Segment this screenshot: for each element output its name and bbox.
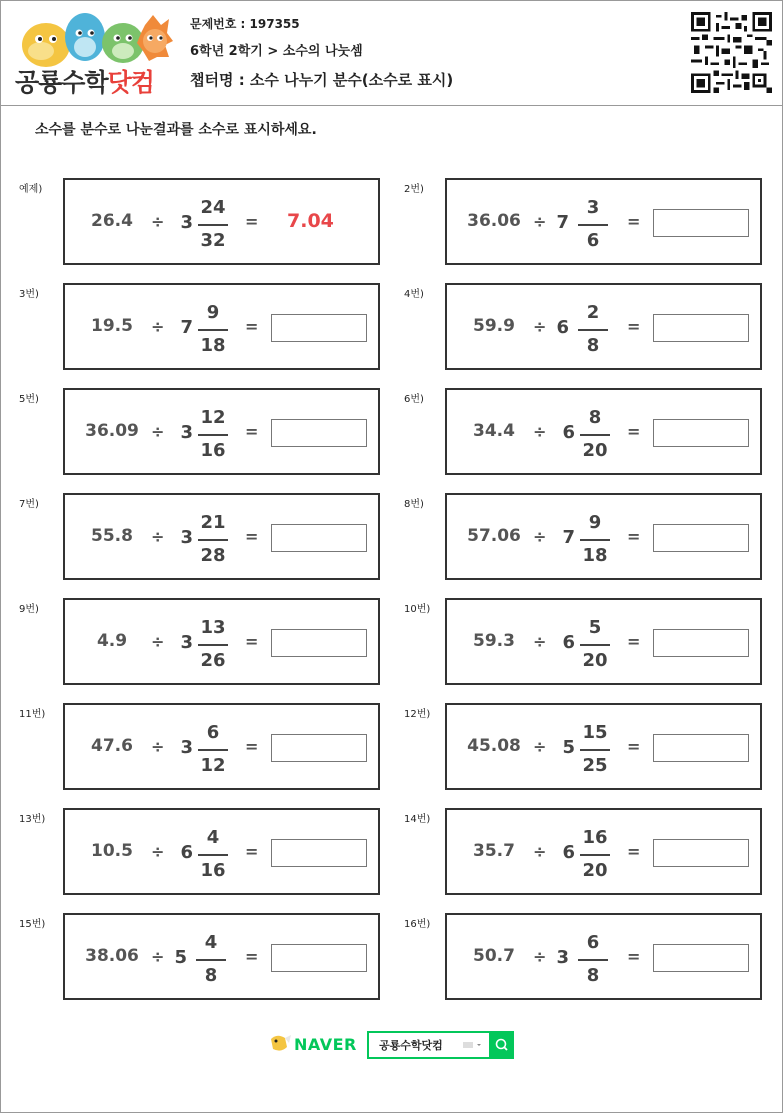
problem-box xyxy=(445,178,762,265)
fraction-denominator: 20 xyxy=(582,650,608,671)
naver-search-query[interactable]: 공룡수학닷컴 xyxy=(379,1039,443,1052)
answer-input-box[interactable] xyxy=(653,209,749,237)
equals-sign: = xyxy=(627,842,641,861)
dividend-decimal: 4.9 xyxy=(96,631,128,651)
header-divider xyxy=(1,105,782,106)
problem-box xyxy=(445,598,762,685)
dividend-decimal: 36.06 xyxy=(467,211,521,231)
problem-box xyxy=(63,283,380,370)
dividend-decimal: 10.5 xyxy=(91,841,133,861)
mixed-whole-number: 3 xyxy=(180,632,193,653)
fraction-bar xyxy=(198,434,228,436)
divide-sign: ÷ xyxy=(533,212,547,231)
grade-breadcrumb: 6학년 2학기 > 소수의 나눗셈 xyxy=(190,44,363,59)
answer-input-box[interactable] xyxy=(271,944,367,972)
problem-label: 9번) xyxy=(19,604,39,615)
fraction-denominator: 8 xyxy=(586,965,600,986)
fraction-denominator: 12 xyxy=(200,755,226,776)
problem-label: 4번) xyxy=(404,289,424,300)
equals-sign: = xyxy=(245,632,259,651)
mixed-whole-number: 5 xyxy=(174,947,187,968)
divide-sign: ÷ xyxy=(533,422,547,441)
dividend-decimal: 45.08 xyxy=(467,736,521,756)
mixed-whole-number: 7 xyxy=(556,212,569,233)
mixed-whole-number: 6 xyxy=(180,842,193,863)
equals-sign: = xyxy=(627,527,641,546)
fraction-bar xyxy=(580,644,610,646)
fraction-numerator: 12 xyxy=(200,407,226,428)
equals-sign: = xyxy=(245,737,259,756)
mixed-whole-number: 3 xyxy=(556,947,569,968)
problem-box xyxy=(63,493,380,580)
problem-box xyxy=(445,703,762,790)
dividend-decimal: 38.06 xyxy=(85,946,139,966)
answer-input-box[interactable] xyxy=(271,734,367,762)
mixed-whole-number: 5 xyxy=(562,737,575,758)
mixed-whole-number: 6 xyxy=(556,317,569,338)
fraction-numerator: 8 xyxy=(588,407,602,428)
answer-input-box[interactable] xyxy=(271,419,367,447)
divide-sign: ÷ xyxy=(151,527,165,546)
fraction-denominator: 20 xyxy=(582,440,608,461)
fraction-numerator: 9 xyxy=(206,302,220,323)
problem-box xyxy=(445,493,762,580)
dividend-decimal: 57.06 xyxy=(467,526,521,546)
mixed-whole-number: 7 xyxy=(562,527,575,548)
dividend-decimal: 34.4 xyxy=(473,421,515,441)
equals-sign: = xyxy=(245,842,259,861)
problem-box xyxy=(445,388,762,475)
problem-box xyxy=(63,913,380,1000)
dividend-decimal: 55.8 xyxy=(91,526,133,546)
divide-sign: ÷ xyxy=(533,737,547,756)
fraction-bar xyxy=(580,749,610,751)
equals-sign: = xyxy=(627,422,641,441)
fraction-numerator: 9 xyxy=(588,512,602,533)
problem-label: 10번) xyxy=(404,604,431,615)
instruction-text: 소수를 분수로 나눈결과를 소수로 표시하세요. xyxy=(35,122,317,138)
fraction-denominator: 8 xyxy=(586,335,600,356)
problem-label: 13번) xyxy=(19,814,46,825)
equals-sign: = xyxy=(245,947,259,966)
dividend-decimal: 26.4 xyxy=(91,211,133,231)
fraction-numerator: 4 xyxy=(206,827,220,848)
problem-box xyxy=(63,178,380,265)
fraction-bar xyxy=(196,959,226,961)
divide-sign: ÷ xyxy=(151,842,165,861)
fraction-bar xyxy=(578,224,608,226)
fraction-bar xyxy=(198,644,228,646)
mixed-whole-number: 3 xyxy=(180,422,193,443)
dividend-decimal: 35.7 xyxy=(473,841,515,861)
mixed-whole-number: 3 xyxy=(180,737,193,758)
mixed-whole-number: 3 xyxy=(180,527,193,548)
divide-sign: ÷ xyxy=(151,947,165,966)
fraction-numerator: 13 xyxy=(200,617,226,638)
answer-input-box[interactable] xyxy=(653,314,749,342)
fraction-numerator: 16 xyxy=(582,827,608,848)
fraction-denominator: 8 xyxy=(204,965,218,986)
divide-sign: ÷ xyxy=(533,632,547,651)
answer-input-box[interactable] xyxy=(271,314,367,342)
problem-box xyxy=(63,703,380,790)
problem-number: 문제번호 : 197355 xyxy=(190,17,300,31)
problem-box xyxy=(445,283,762,370)
divide-sign: ÷ xyxy=(151,422,165,441)
chapter-title: 챕터명 : 소수 나누기 분수(소수로 표시) xyxy=(190,71,454,89)
answer-input-box[interactable] xyxy=(653,734,749,762)
fraction-bar xyxy=(580,434,610,436)
fraction-bar xyxy=(580,854,610,856)
problem-box xyxy=(63,808,380,895)
fraction-bar xyxy=(198,329,228,331)
equals-sign: = xyxy=(627,212,641,231)
fraction-bar xyxy=(580,539,610,541)
fraction-denominator: 32 xyxy=(200,230,226,251)
problem-box xyxy=(63,388,380,475)
problem-label: 11번) xyxy=(19,709,46,720)
answer-input-box[interactable] xyxy=(653,944,749,972)
fraction-numerator: 24 xyxy=(200,197,226,218)
equals-sign: = xyxy=(627,632,641,651)
fraction-denominator: 16 xyxy=(200,860,226,881)
problem-label: 5번) xyxy=(19,394,39,405)
mixed-whole-number: 7 xyxy=(180,317,193,338)
problem-label: 16번) xyxy=(404,919,431,930)
dividend-decimal: 19.5 xyxy=(91,316,133,336)
divide-sign: ÷ xyxy=(533,527,547,546)
answer-input-box[interactable] xyxy=(271,839,367,867)
fraction-numerator: 21 xyxy=(200,512,226,533)
problem-label: 12번) xyxy=(404,709,431,720)
answer-input-box[interactable] xyxy=(653,524,749,552)
dividend-decimal: 59.3 xyxy=(473,631,515,651)
naver-brand: NAVER xyxy=(294,1035,357,1054)
fraction-numerator: 6 xyxy=(586,932,600,953)
fraction-numerator: 3 xyxy=(586,197,600,218)
mixed-whole-number: 6 xyxy=(562,422,575,443)
fraction-denominator: 28 xyxy=(200,545,226,566)
fraction-bar xyxy=(578,329,608,331)
fraction-numerator: 2 xyxy=(586,302,600,323)
problem-label: 예제) xyxy=(19,184,43,195)
problem-label: 15번) xyxy=(19,919,46,930)
equals-sign: = xyxy=(245,527,259,546)
equals-sign: = xyxy=(627,317,641,336)
fraction-numerator: 4 xyxy=(204,932,218,953)
fraction-denominator: 6 xyxy=(586,230,600,251)
problem-label: 6번) xyxy=(404,394,424,405)
site-logo-title: 공룡수학닷컴 xyxy=(15,68,154,97)
problem-label: 2번) xyxy=(404,184,424,195)
equals-sign: = xyxy=(627,737,641,756)
problem-box xyxy=(445,913,762,1000)
answer-input-box[interactable] xyxy=(271,629,367,657)
fraction-numerator: 5 xyxy=(588,617,602,638)
dividend-decimal: 50.7 xyxy=(473,946,515,966)
problem-label: 7번) xyxy=(19,499,39,510)
fraction-numerator: 15 xyxy=(582,722,608,743)
divide-sign: ÷ xyxy=(151,737,165,756)
dividend-decimal: 47.6 xyxy=(91,736,133,756)
fraction-denominator: 18 xyxy=(582,545,608,566)
fraction-denominator: 20 xyxy=(582,860,608,881)
mixed-whole-number: 6 xyxy=(562,632,575,653)
mixed-whole-number: 6 xyxy=(562,842,575,863)
divide-sign: ÷ xyxy=(151,632,165,651)
divide-sign: ÷ xyxy=(533,842,547,861)
fraction-numerator: 6 xyxy=(206,722,220,743)
divide-sign: ÷ xyxy=(533,317,547,336)
problem-box xyxy=(445,808,762,895)
problem-label: 3번) xyxy=(19,289,39,300)
fraction-bar xyxy=(198,539,228,541)
equals-sign: = xyxy=(627,947,641,966)
fraction-denominator: 16 xyxy=(200,440,226,461)
fraction-denominator: 26 xyxy=(200,650,226,671)
problem-label: 8번) xyxy=(404,499,424,510)
fraction-denominator: 25 xyxy=(582,755,608,776)
divide-sign: ÷ xyxy=(151,212,165,231)
answer-input-box[interactable] xyxy=(653,419,749,447)
divide-sign: ÷ xyxy=(151,317,165,336)
problem-label: 14번) xyxy=(404,814,431,825)
equals-sign: = xyxy=(245,212,259,231)
answer-input-box[interactable] xyxy=(653,839,749,867)
fraction-denominator: 18 xyxy=(200,335,226,356)
equals-sign: = xyxy=(245,317,259,336)
equals-sign: = xyxy=(245,422,259,441)
qr-code-icon xyxy=(691,12,772,93)
divide-sign: ÷ xyxy=(533,947,547,966)
dividend-decimal: 36.09 xyxy=(85,421,139,441)
answer-input-box[interactable] xyxy=(653,629,749,657)
mixed-whole-number: 3 xyxy=(180,212,193,233)
problem-box xyxy=(63,598,380,685)
fraction-bar xyxy=(198,224,228,226)
fraction-bar xyxy=(198,749,228,751)
dividend-decimal: 59.9 xyxy=(473,316,515,336)
answer-input-box[interactable] xyxy=(271,524,367,552)
fraction-bar xyxy=(578,959,608,961)
example-answer: 7.04 xyxy=(287,210,334,232)
fraction-bar xyxy=(198,854,228,856)
